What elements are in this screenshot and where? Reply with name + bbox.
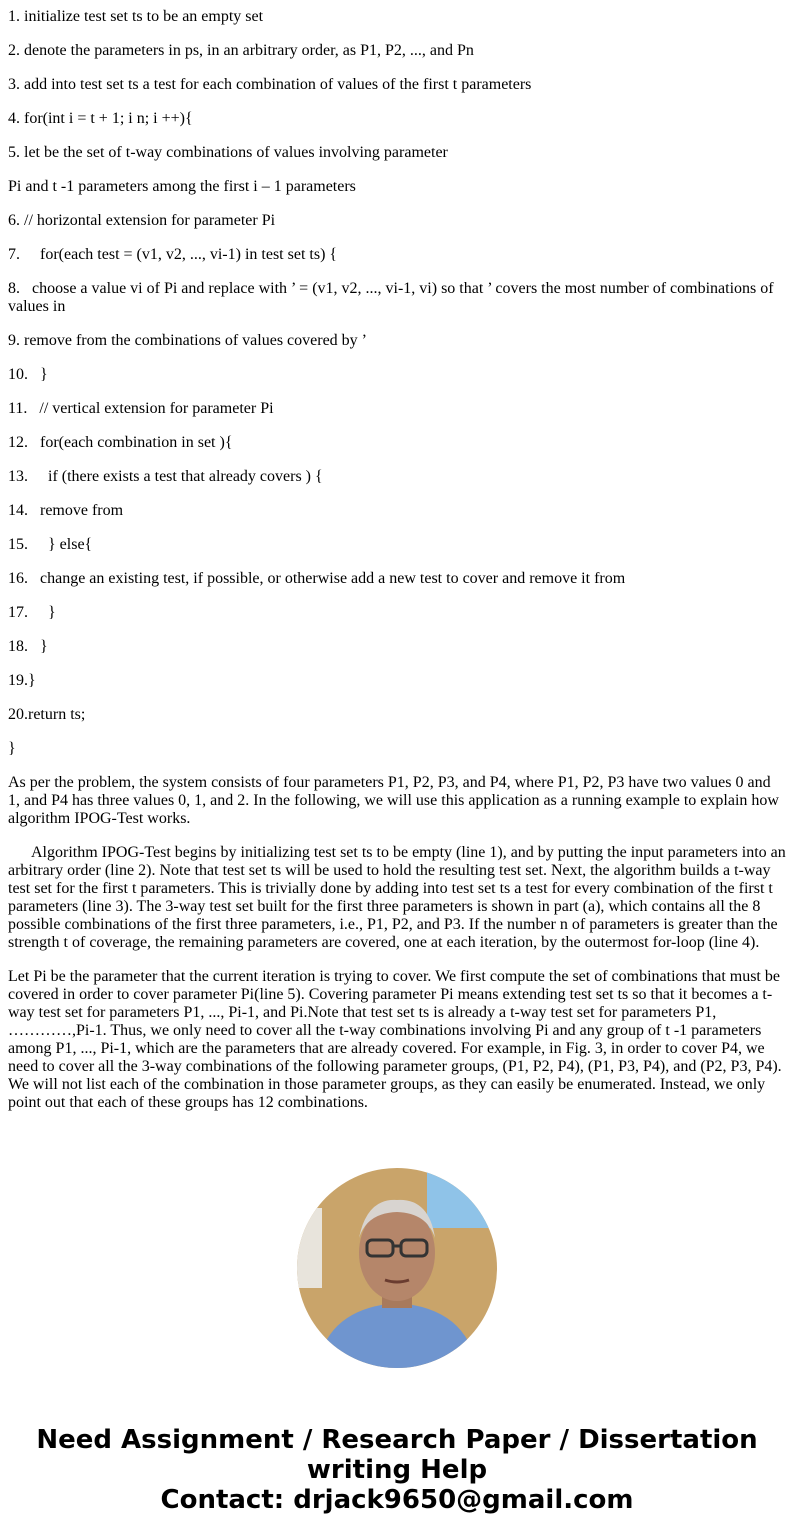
algorithm-line: 1. initialize test set ts to be an empty set bbox=[8, 8, 264, 25]
algorithm-line: 2. denote the parameters in ps, in an arbitrary order, as P1, P2, ..., and Pn bbox=[8, 42, 474, 59]
algorithm-line: 20.return ts; bbox=[8, 706, 86, 723]
algorithm-listing bbox=[8, 8, 786, 758]
algorithm-line: } bbox=[8, 740, 16, 757]
paragraph-algorithm: Algorithm IPOG-Test begins by initializing test set ts to be empty (line 1), and by putting the input parameters into an arbitrary order (line 2). Note that test set ts will be used to hold the resulting test set. Next, the algorithm builds a t-way test set for the first t parameters. This is trivially done by adding into test set ts a test for every combination of the first t parameters (line 3). The 3-way test set built for the first three parameters is shown in part (a), which contains all the 8 possible combinations of the first three parameters, i.e., P1, P2, and P3. If the number n of parameters is greater than the strength t of coverage, the remaining parameters are covered, one at each iteration, by the outermost for-loop (line 4). bbox=[8, 844, 786, 951]
algorithm-line: 15. } else{ bbox=[8, 536, 93, 553]
algorithm-line: 9. remove from the combinations of values covered by ’ bbox=[8, 332, 367, 349]
algorithm-line: 7. for(each test = (v1, v2, ..., vi-1) in test set ts) { bbox=[8, 246, 338, 263]
footer-contact bbox=[8, 1425, 786, 1515]
algorithm-line: 10. } bbox=[8, 366, 48, 383]
algorithm-line: 17. } bbox=[8, 604, 56, 621]
algorithm-line: 16. change an existing test, if possible, or otherwise add a new test to cover and remove it from bbox=[8, 570, 626, 587]
algorithm-line: 6. // horizontal extension for parameter Pi bbox=[8, 212, 276, 229]
author-photo bbox=[297, 1168, 497, 1368]
algorithm-line: 13. if (there exists a test that already covers ) { bbox=[8, 468, 323, 485]
algorithm-line: 14. remove from bbox=[8, 502, 124, 519]
paragraph-coverage: Let Pi be the parameter that the current iteration is trying to cover. We first compute the set of combinations that must be covered in order to cover parameter Pi(line 5). Covering parameter Pi means extending test set ts so that it becomes a t-way test set for parameters P1, ..., Pi-1, and Pi.Note that test set ts is already a t-way test set for parameters P1, …………,Pi-1. Thus, we only need to cover all the t-way combinations involving Pi and any group of t -1 parameters among P1, ..., Pi-1, which are the parameters that are already covered. For example, in Fig. 3, in order to cover P4, we need to cover all the 3-way combinations of the following parameter groups, (P1, P2, P4), (P1, P3, P4), and (P2, P3, P4). We will not list each of the combination in those parameter groups, as they can easily be enumerated. Instead, we only point out that each of these groups has 12 combinations. bbox=[8, 968, 782, 1111]
author-photo-container bbox=[8, 1168, 786, 1373]
footer-email: Contact: drjack9650@gmail.com bbox=[160, 1485, 634, 1515]
algorithm-line: Pi and t -1 parameters among the first i – 1 parameters bbox=[8, 178, 356, 195]
algorithm-line: 5. let be the set of t-way combinations of values involving parameter bbox=[8, 144, 448, 161]
algorithm-line: 12. for(each combination in set ){ bbox=[8, 434, 233, 451]
algorithm-line: 8. choose a value vi of Pi and replace with ’ = (v1, v2, ..., vi-1, vi) so that ’ covers the most number of combinations of values in bbox=[8, 280, 778, 315]
paragraph-problem: As per the problem, the system consists of four parameters P1, P2, P3, and P4, where P1, P2, P3 have two values 0 and 1, and P4 has three values 0, 1, and 2. In the following, we will use this application as a running example to explain how algorithm IPOG-Test works. bbox=[8, 774, 779, 827]
algorithm-line: 19.} bbox=[8, 672, 36, 689]
algorithm-line: 3. add into test set ts a test for each combination of values of the first t parameters bbox=[8, 76, 532, 93]
footer-help-text: Need Assignment / Research Paper / Dissertation writing Help bbox=[36, 1425, 758, 1485]
algorithm-line: 18. } bbox=[8, 638, 48, 655]
algorithm-line: 11. // vertical extension for parameter Pi bbox=[8, 400, 274, 417]
algorithm-line: 4. for(int i = t + 1; i n; i ++){ bbox=[8, 110, 193, 127]
